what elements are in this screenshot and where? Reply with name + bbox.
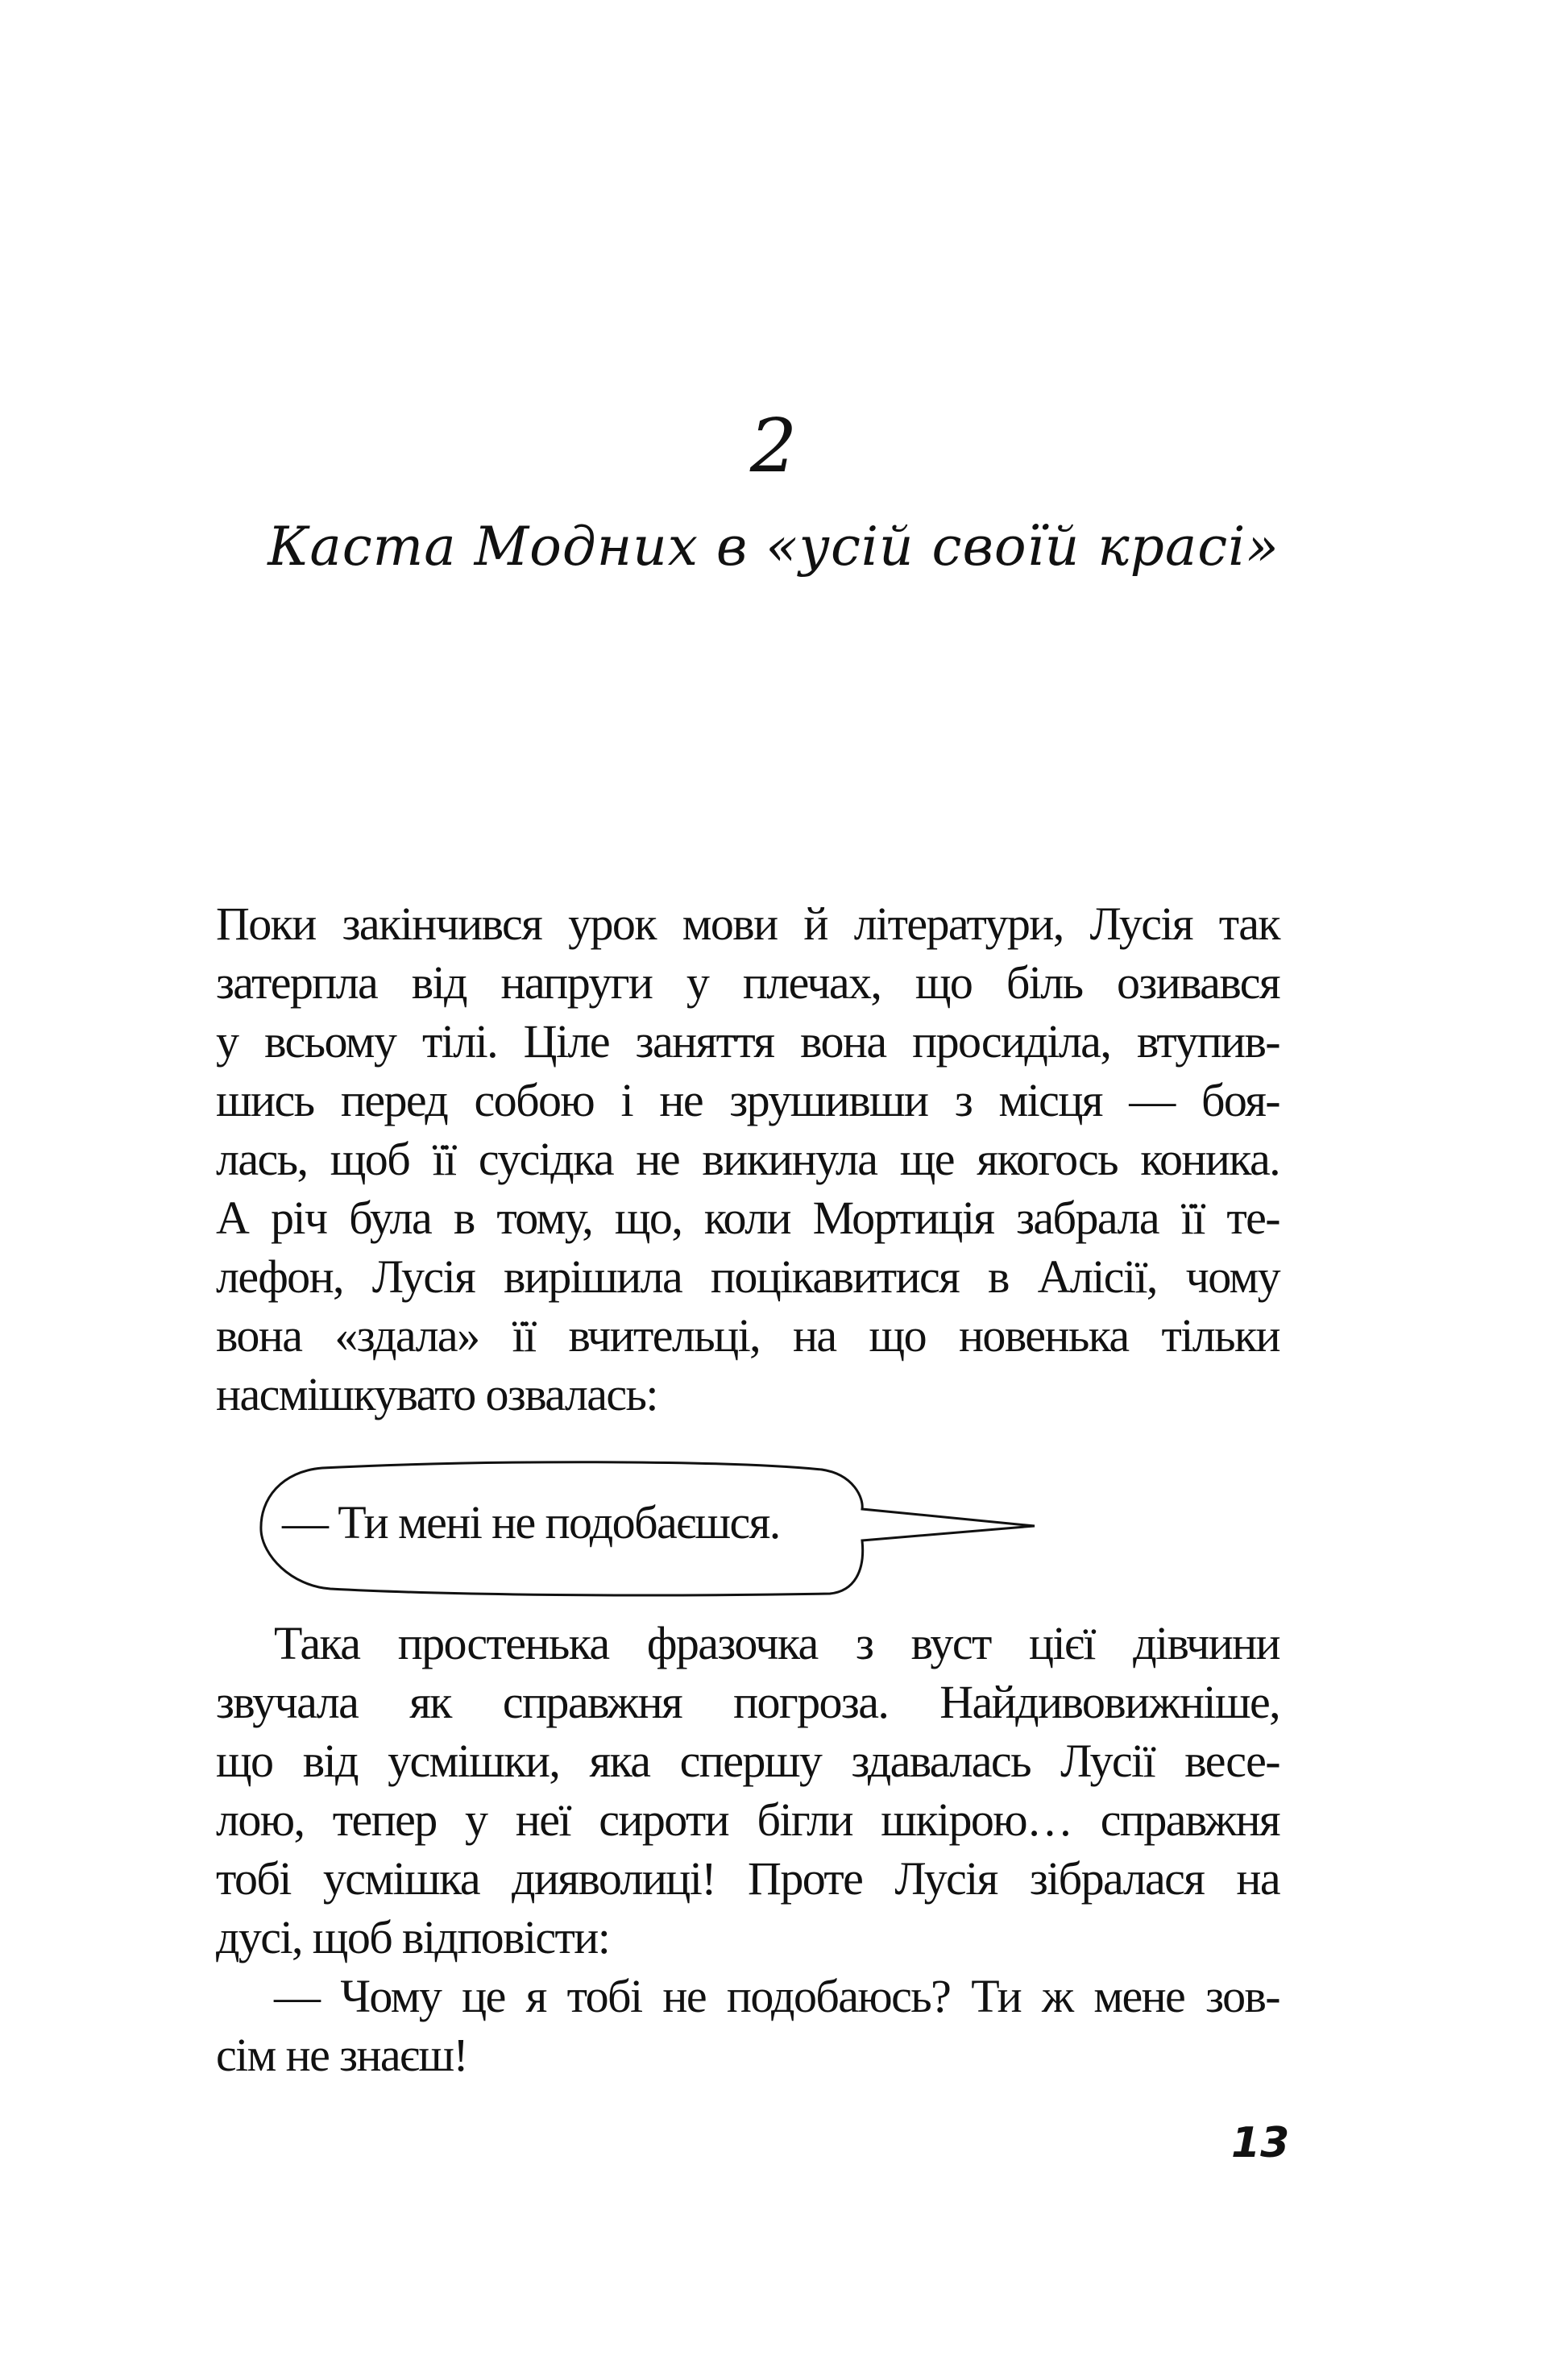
text-line: лефон, Лусія вирішила поцікавитися в Алісії, чому [216,1250,1279,1303]
text-line: шись перед собою і не зрушивши з місця — боя- [216,1074,1279,1126]
chapter-number: 2 [749,403,798,489]
text-line: Поки закінчився урок мови й літератури, Лусія так [216,898,1279,950]
text-line: затерпла від напруги у плечах, що біль озивався [216,956,1279,1009]
speech-bubble-text: — Ти мені не подобаєшся. [282,1496,780,1549]
text-line: сім не знаєш! [216,2029,468,2081]
text-line: лась, щоб її сусідка не викинула ще якогось коника. [216,1133,1279,1185]
text-line: вона «здала» її вчительці, на що новенька тільки [216,1309,1279,1362]
page-number: 13 [1231,2119,1290,2167]
text-line: тобі усмішка дияволиці! Проте Лусія зібралася на [216,1852,1279,1905]
text-line: дусі, щоб відповісти: [216,1911,610,1963]
text-line: — Чому це я тобі не подобаюсь? Ти ж мене зов- [274,1970,1279,2022]
text-line: насмішкувато озвалась: [216,1368,657,1420]
chapter-title: Каста Модних в «усій своїй красі» [268,516,1279,578]
text-line: Така простенька фразочка з вуст цієї дівчини [274,1617,1279,1669]
text-line: у всьому тілі. Ціле заняття вона просиділа, втупив- [216,1015,1279,1068]
text-line: А річ була в тому, що, коли Мортиція забрала її те- [216,1192,1279,1244]
text-line: що від усмішки, яка спершу здавалась Лусії весе- [216,1735,1279,1787]
text-line: лою, тепер у неї сироти бігли шкірою… справжня [216,1793,1279,1846]
text-line: звучала як справжня погроза. Найдивовижніше, [216,1676,1279,1728]
